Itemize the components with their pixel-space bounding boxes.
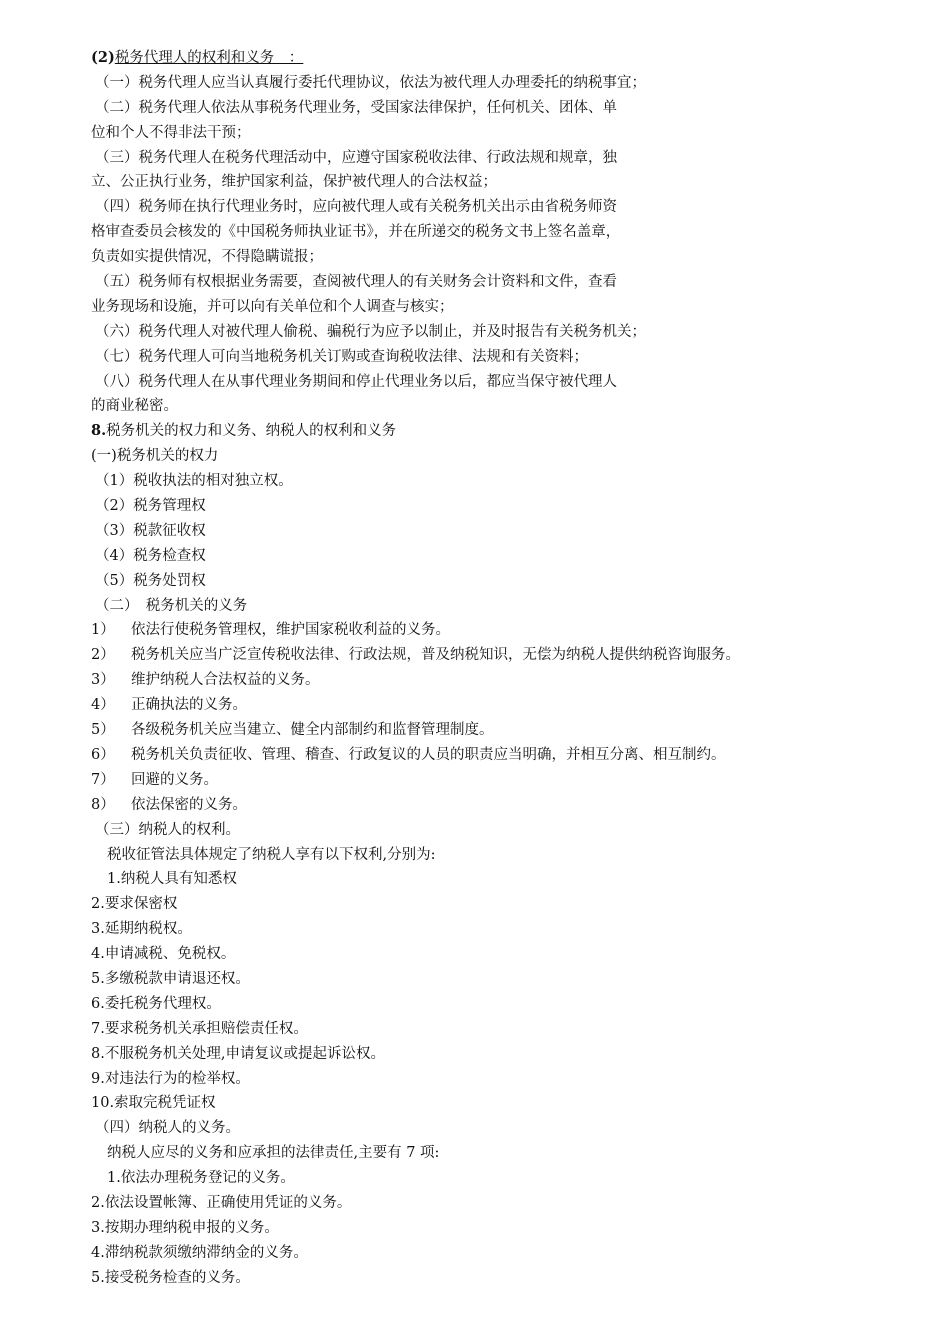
obligations-item: 4.滞纳税款须缴纳滞纳金的义务。 <box>91 1244 308 1261</box>
paragraph-line: （五）税务师有权根据业务需要，查阅被代理人的有关财务会计资料和文件，查看 <box>95 274 617 291</box>
paragraph-line: 立、公正执行业务，维护国家利益，保护被代理人的合法权益； <box>91 174 497 191</box>
rights-item: 9.对违法行为的检举权。 <box>91 1070 250 1087</box>
section8-num: 8. <box>91 422 107 440</box>
paragraph-line: （一）税务代理人应当认真履行委托代理协议，依法为被代理人办理委托的纳税事宜； <box>95 74 646 91</box>
duty-item-text: 税务机关应当广泛宣传税收法律、行政法规，普及纳税知识，无偿为纳税人提供纳税咨询服务。 <box>131 647 740 664</box>
rights-heading: （三）纳税人的权利。 <box>95 821 240 838</box>
paragraph-line: 的商业秘密。 <box>91 398 178 415</box>
paragraph-line: 负责如实提供情况，不得隐瞒谎报； <box>91 249 323 266</box>
duty-item-number: 4） <box>91 697 115 714</box>
obligations-item: 1.依法办理税务登记的义务。 <box>107 1170 295 1187</box>
obligations-item: 5.接受税务检查的义务。 <box>91 1269 250 1286</box>
power-heading: (一)税务机关的权力 <box>91 448 219 465</box>
duty-item-text: 回避的义务。 <box>131 771 218 788</box>
duty-item <box>91 718 921 743</box>
rights-intro: 税收征管法具体规定了纳税人享有以下权利,分别为: <box>107 846 436 863</box>
power-item: （3）税款征收权 <box>95 522 206 539</box>
paragraph-line: 格审查委员会核发的《中国税务师执业证书》，并在所递交的税务文书上签名盖章， <box>91 224 621 241</box>
section2-title: 税务代理人的权利和义务 ： <box>114 50 304 66</box>
duty-item-number: 8） <box>91 796 115 813</box>
rights-item: 10.索取完税凭证权 <box>91 1095 216 1112</box>
duty-heading: （二） 税务机关的义务 <box>95 597 248 614</box>
rights-item: 2.要求保密权 <box>91 896 178 913</box>
duty-item-text: 各级税务机关应当建立、健全内部制约和监督管理制度。 <box>131 722 494 739</box>
rights-item: 1.纳税人具有知悉权 <box>107 871 237 888</box>
section2-heading <box>91 46 921 71</box>
obligations-item: 3.按期办理纳税申报的义务。 <box>91 1219 279 1236</box>
duty-item <box>91 643 921 668</box>
paragraph-line: 业务现场和设施，并可以向有关单位和个人调查与核实； <box>91 298 454 315</box>
rights-item: 5.多缴税款申请退还权。 <box>91 970 250 987</box>
power-item: （4）税务检查权 <box>95 547 206 564</box>
duty-item-number: 6） <box>91 746 115 763</box>
obligations-item: 2.依法设置帐簿、正确使用凭证的义务。 <box>91 1194 352 1211</box>
rights-item: 7.要求税务机关承担赔偿责任权。 <box>91 1020 308 1037</box>
paragraph-line: （三）税务代理人在税务代理活动中，应遵守国家税收法律、行政法规和规章，独 <box>95 149 617 166</box>
duty-item-number: 5） <box>91 722 115 739</box>
rights-item: 8.不服税务机关处理,申请复议或提起诉讼权。 <box>91 1045 385 1062</box>
duty-item-text: 依法保密的义务。 <box>131 796 247 813</box>
duty-item <box>91 768 921 793</box>
duty-item-number: 7） <box>91 771 115 788</box>
paragraph-line: （四）税务师在执行代理业务时，应向被代理人或有关税务机关出示由省税务师资 <box>95 199 617 216</box>
paragraph-line: （二）税务代理人依法从事税务代理业务，受国家法律保护，任何机关、团体、单 <box>95 99 617 116</box>
duty-item <box>91 668 921 693</box>
obligations-heading: （四）纳税人的义务。 <box>95 1120 240 1137</box>
duty-item <box>91 618 921 643</box>
paragraph-line: （八）税务代理人在从事代理业务期间和停止代理业务以后，都应当保守被代理人 <box>95 373 617 390</box>
duty-item <box>91 743 921 768</box>
paragraph-line: （六）税务代理人对被代理人偷税、骗税行为应予以制止，并及时报告有关税务机关； <box>95 323 646 340</box>
duty-item-text: 正确执法的义务。 <box>131 697 247 714</box>
paragraph-line: （七）税务代理人可向当地税务机关订购或查询税收法律、法规和有关资料； <box>95 348 588 365</box>
power-item: （5）税务处罚权 <box>95 572 206 589</box>
rights-item: 4.申请减税、免税权。 <box>91 946 236 963</box>
duty-item-number: 3） <box>91 672 115 689</box>
section2-prefix: (2) <box>91 49 115 66</box>
rights-item: 6.委托税务代理权。 <box>91 995 221 1012</box>
obligations-intro: 纳税人应尽的义务和应承担的法律责任,主要有 7 项: <box>107 1145 440 1162</box>
section8-title: 税务机关的权力和义务、纳税人的权利和义务 <box>106 423 397 440</box>
paragraph-line: 位和个人不得非法干预； <box>91 124 251 141</box>
duty-item-number: 1） <box>91 622 115 639</box>
duty-item <box>91 693 921 718</box>
section8-heading <box>91 419 921 444</box>
power-item: （1）税收执法的相对独立权。 <box>95 473 293 490</box>
duty-item-text: 税务机关负责征收、管理、稽查、行政复议的人员的职责应当明确，并相互分离、相互制约。 <box>131 746 726 763</box>
duty-item <box>91 793 921 818</box>
power-item: （2）税务管理权 <box>95 498 206 515</box>
document-page <box>91 46 921 1291</box>
duty-item-number: 2） <box>91 647 115 664</box>
duty-item-text: 维护纳税人合法权益的义务。 <box>131 672 320 689</box>
rights-item: 3.延期纳税权。 <box>91 921 192 938</box>
duty-item-text: 依法行使税务管理权，维护国家税收利益的义务。 <box>131 622 450 639</box>
